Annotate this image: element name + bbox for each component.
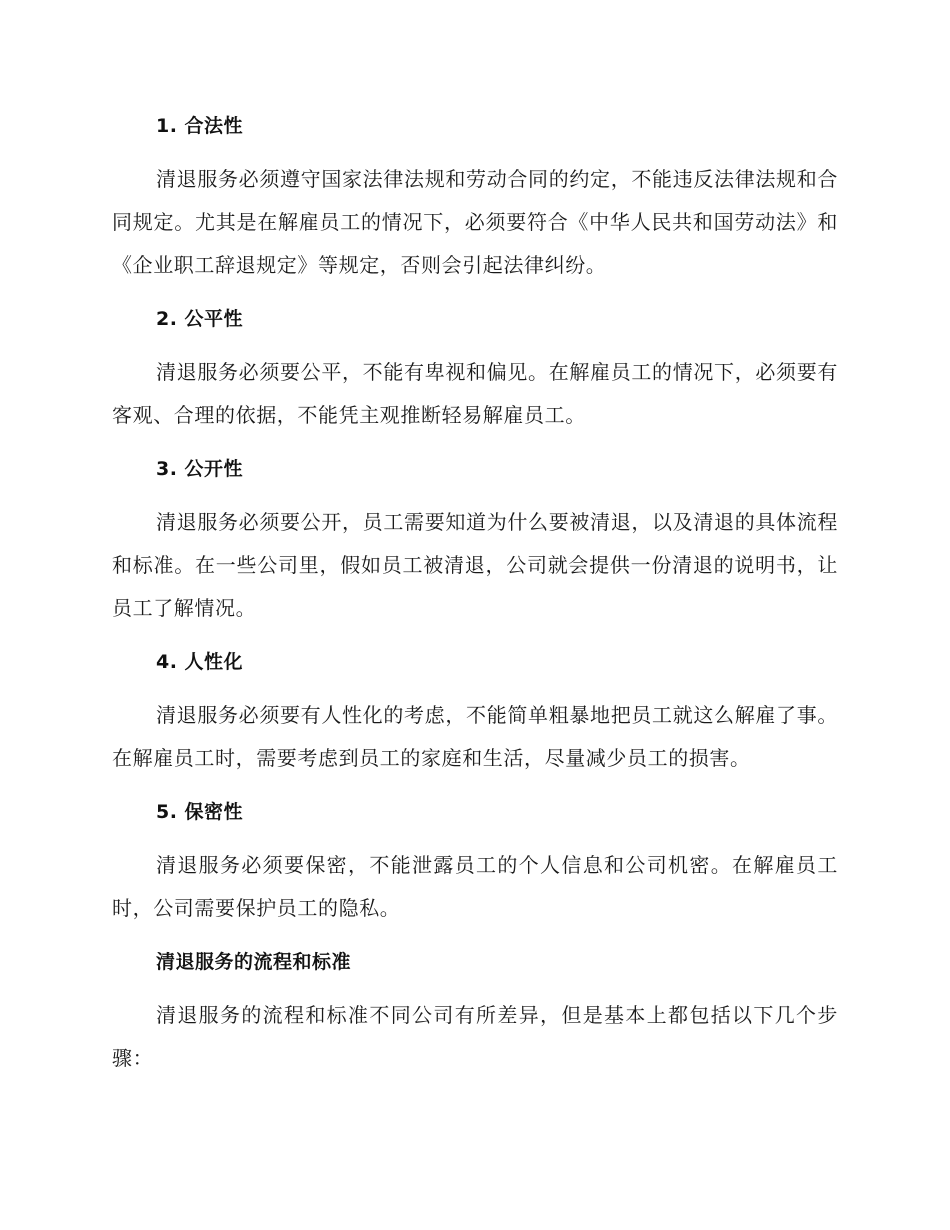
section-paragraph-legality: 清退服务必须遵守国家法律法规和劳动合同的约定，不能违反法律法规和合同规定。尤其是在解雇员工的情况下，必须要符合《中华人民共和国劳动法》和《企业职工辞退规定》等规定，否则会引起法律纠纷。 xyxy=(112,167,838,277)
section-paragraph-process-standards: 清退服务的流程和标准不同公司有所差异，但是基本上都包括以下几个步骤： xyxy=(112,1003,838,1070)
section-paragraph-openness: 清退服务必须要公开，员工需要知道为什么要被清退，以及清退的具体流程和标准。在一些公司里，假如员工被清退，公司就会提供一份清退的说明书，让员工了解情况。 xyxy=(112,510,838,620)
section-heading-confidentiality: 5. 保密性 xyxy=(156,801,244,823)
section-heading-humanization: 4. 人性化 xyxy=(156,651,244,673)
section-paragraph-confidentiality: 清退服务必须要保密，不能泄露员工的个人信息和公司机密。在解雇员工时，公司需要保护员工的隐私。 xyxy=(112,853,838,920)
section-heading-fairness: 2. 公平性 xyxy=(156,308,244,330)
section-paragraph-humanization: 清退服务必须要有人性化的考虑，不能简单粗暴地把员工就这么解雇了事。在解雇员工时，需要考虑到员工的家庭和生活，尽量减少员工的损害。 xyxy=(112,703,838,770)
section-heading-legality: 1. 合法性 xyxy=(156,115,244,137)
section-heading-process-standards: 清退服务的流程和标准 xyxy=(156,951,352,973)
section-paragraph-fairness: 清退服务必须要公平，不能有卑视和偏见。在解雇员工的情况下，必须要有客观、合理的依据，不能凭主观推断轻易解雇员工。 xyxy=(112,360,838,427)
section-heading-openness: 3. 公开性 xyxy=(156,458,244,480)
